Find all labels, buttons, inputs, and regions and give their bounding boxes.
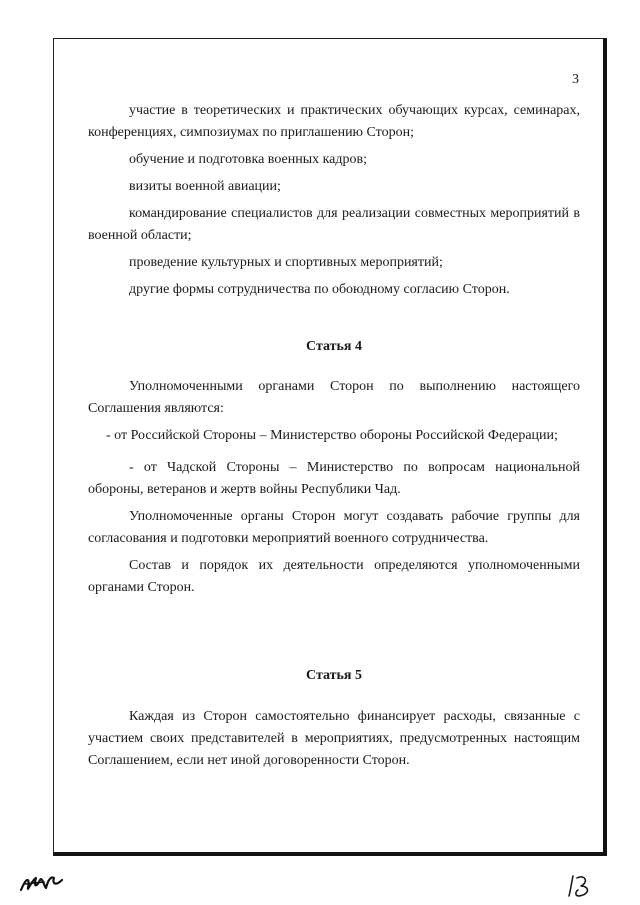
list-item: командирование специалистов для реализации совместных мероприятий в военной области;	[88, 206, 580, 243]
article-5-heading: Статья 5	[306, 668, 362, 683]
handwritten-initials-right	[563, 872, 595, 900]
article-5-heading-wrap	[88, 665, 580, 687]
list-item: другие формы сотрудничества по обоюдному согласию Сторон.	[129, 282, 510, 297]
article-4-heading: Статья 4	[306, 339, 362, 354]
article-4-paragraph: - от Российской Стороны – Министерство обороны Российской Федерации;	[106, 428, 558, 443]
cooperation-forms-list	[88, 100, 580, 301]
article-4-paragraph: - от Чадской Стороны – Министерство по вопросам национальной обороны, ветеранов и жертв войны Республики Чад.	[88, 460, 580, 497]
page-number: 3	[572, 72, 579, 87]
article-4-paragraph: Уполномоченными органами Сторон по выполнению настоящего Соглашения являются:	[88, 379, 580, 416]
article-4-paragraph: Уполномоченные органы Сторон могут создавать рабочие группы для согласования и подготовки мероприятий военного сотрудничества.	[88, 509, 580, 546]
list-item: обучение и подготовка военных кадров;	[129, 152, 368, 167]
article-5-paragraph: Каждая из Сторон самостоятельно финансирует расходы, связанные с участием своих представителей в мероприятиях, предусмотренных настоящим Соглашением, если нет иной договоренности Сторон.	[88, 709, 580, 768]
handwritten-initials-left	[18, 870, 66, 896]
list-item: визиты военной авиации;	[129, 179, 281, 194]
list-item: участие в теоретических и практических обучающих курсах, семинарах, конференциях, симпозиумах по приглашению Сторон;	[88, 103, 580, 140]
article-4-paragraph: Состав и порядок их деятельности определяются уполномоченными органами Сторон.	[88, 558, 580, 595]
article-4-heading-wrap	[88, 336, 580, 358]
article-5-body	[88, 706, 580, 772]
article-4-body	[88, 376, 580, 599]
list-item: проведение культурных и спортивных мероприятий;	[129, 255, 443, 270]
